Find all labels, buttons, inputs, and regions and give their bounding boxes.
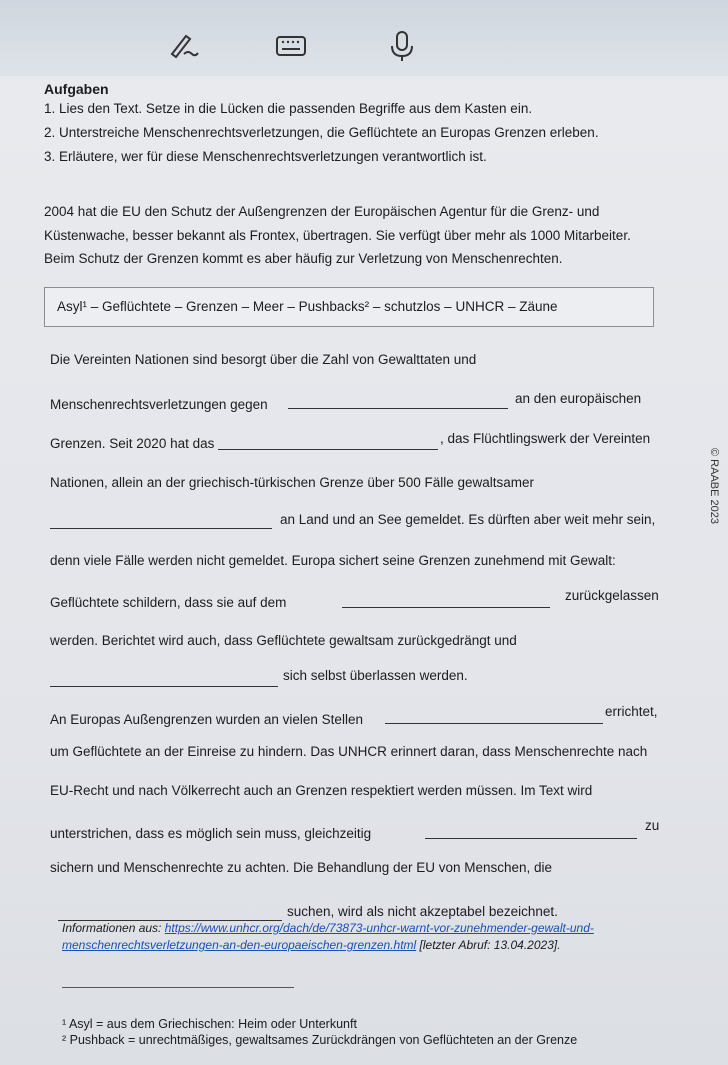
cloze-line: Geflüchtete schildern, dass sie auf dem	[50, 595, 287, 610]
microphone-icon[interactable]	[384, 28, 420, 64]
footnote: ¹ Asyl = aus dem Griechischen: Heim oder Unterkunft	[62, 1017, 357, 1031]
cloze-line: an Land und an See gemeldet. Es dürften aber weit mehr sein,	[280, 512, 656, 527]
cloze-line: um Geflüchtete an der Einreise zu hindern. Das UNHCR erinnert daran, dass Menschenrechte nach	[50, 744, 648, 759]
cloze-line: denn viele Fälle werden nicht gemeldet. Europa sichert seine Grenzen zunehmend mit Gewalt:	[50, 553, 616, 568]
cloze-line: zu	[645, 818, 660, 833]
copyright-vertical	[706, 448, 722, 558]
toolbar	[0, 0, 728, 76]
tasks-heading: Aufgaben	[44, 81, 109, 97]
cloze-line: , das Flüchtlingswerk der Vereinten	[440, 431, 651, 446]
footnote: ² Pushback = unrechtmäßiges, gewaltsames Zurückdrängen von Geflüchteten an der Grenze	[62, 1033, 578, 1047]
cloze-line: sich selbst überlassen werden.	[283, 668, 468, 683]
cloze-line: Menschenrechtsverletzungen gegen	[50, 397, 268, 412]
cloze-line: Nationen, allein an der griechisch-türkischen Grenze über 500 Fälle gewaltsamer	[50, 475, 535, 490]
intro-line: 2004 hat die EU den Schutz der Außengrenzen der Europäischen Agentur für die Grenz- und	[44, 204, 600, 219]
cloze-line: Grenzen. Seit 2020 hat das	[50, 436, 215, 451]
cloze-line: an den europäischen	[515, 391, 642, 406]
word-box-text: Asyl¹ – Geflüchtete – Grenzen – Meer – Pushbacks² – schutzlos – UNHCR – Zäune	[57, 299, 558, 314]
task-item: 2. Unterstreiche Menschenrechtsverletzungen, die Geflüchtete an Europas Grenzen erleben.	[44, 125, 599, 140]
source-link[interactable]: menschenrechtsverletzungen-an-den-europaeischen-grenzen.html	[62, 938, 417, 952]
gap-3[interactable]	[50, 528, 272, 529]
task-item: 3. Erläutere, wer für diese Menschenrechtsverletzungen verantwortlich ist.	[44, 149, 487, 164]
cloze-line: EU-Recht und nach Völkerrecht auch an Grenzen respektiert werden müssen. Im Text wird	[50, 783, 593, 798]
gap-2[interactable]	[218, 449, 438, 450]
cloze-line: Die Vereinten Nationen sind besorgt über die Zahl von Gewalttaten und	[50, 352, 477, 367]
gap-6[interactable]	[385, 723, 603, 724]
keyboard-icon[interactable]	[273, 28, 309, 64]
gap-5[interactable]	[50, 686, 278, 687]
intro-line: Beim Schutz der Grenzen kommt es aber häufig zur Verletzung von Menschenrechten.	[44, 251, 563, 266]
cloze-line: sichern und Menschenrechte zu achten. Die Behandlung der EU von Menschen, die	[50, 860, 553, 875]
copyright-text: © RAABE 2023	[708, 448, 720, 524]
source-line	[62, 938, 561, 952]
cloze-line: suchen, wird als nicht akzeptabel bezeichnet.	[287, 904, 558, 919]
gap-4[interactable]	[342, 607, 550, 608]
gap-1[interactable]	[288, 408, 508, 409]
source-line	[62, 921, 594, 935]
source-label: Informationen aus:	[62, 921, 165, 935]
word-box	[44, 287, 654, 327]
cloze-line: zurückgelassen	[565, 588, 659, 603]
task-item: 1. Lies den Text. Setze in die Lücken die passenden Begriffe aus dem Kasten ein.	[44, 101, 533, 116]
gap-7[interactable]	[425, 838, 637, 839]
pen-icon[interactable]	[166, 28, 202, 64]
cloze-line: werden. Berichtet wird auch, dass Geflüchtete gewaltsam zurückgedrängt und	[50, 633, 517, 648]
cloze-line: errichtet,	[605, 704, 658, 719]
footnote-divider	[62, 987, 294, 988]
intro-line: Küstenwache, besser bekannt als Frontex, übertragen. Sie verfügt über mehr als 1000 Mitarbeiter.	[44, 228, 631, 243]
cloze-line: unterstrichen, dass es möglich sein muss, gleichzeitig	[50, 826, 372, 841]
cloze-line: An Europas Außengrenzen wurden an vielen Stellen	[50, 712, 363, 727]
source-link[interactable]: https://www.unhcr.org/dach/de/73873-unhcr-warnt-vor-zunehmender-gewalt-und-	[164, 921, 594, 935]
source-retrieved: [letzter Abruf: 13.04.2023].	[416, 938, 561, 952]
